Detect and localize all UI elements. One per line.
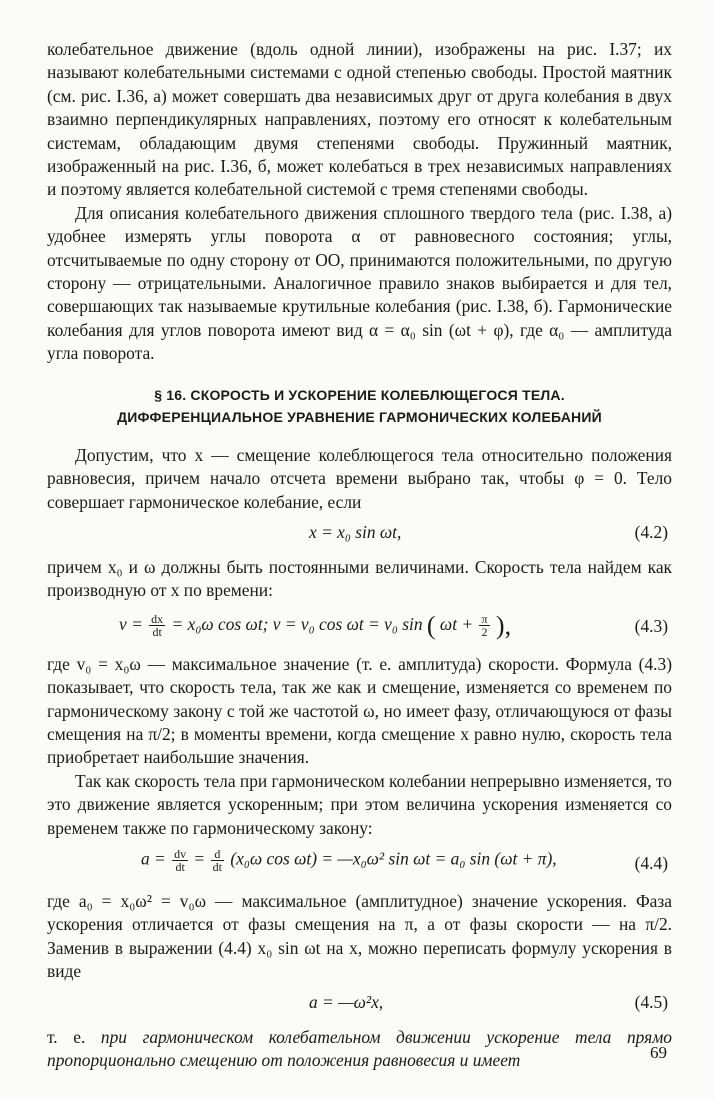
equation-4-3-formula	[119, 611, 511, 641]
eq44-rest: (x₀ω cos ωt) = —x₀ω² sin ωt = a₀ sin (ωt + π),	[230, 848, 557, 869]
eq43-fraction-pi-2	[479, 613, 489, 638]
paragraph-8-italic: при гармоническом колебательном движении ускорение тела прямо пропорционально смещению от положения равновесия и имеет	[47, 1026, 672, 1070]
paragraph-6: Так как скорость тела при гармоническом колебании непрерывно изменяется, то это движение является ускоренным; при этом величина ускорения изменяется со временем также по гармоническому закону:	[47, 770, 672, 838]
eq43-frac1-den: dt	[152, 625, 162, 640]
equation-4-4-formula	[141, 848, 557, 873]
eq44-fraction-d-dt	[211, 848, 224, 873]
heading-line-2: ДИФФЕРЕНЦИАЛЬНОЕ УРАВНЕНИЕ ГАРМОНИЧЕСКИХ КОЛЕБАНИЙ	[117, 408, 602, 425]
equation-4-2-formula: x = x₀ sin ωt,	[309, 521, 402, 542]
paragraph-4: причем x₀ и ω должны быть постоянными величинами. Скорость тела найдем как производную от x по времени:	[47, 556, 672, 601]
equation-4-3-number: (4.3)	[634, 615, 668, 636]
eq44-frac2-den: dt	[212, 859, 223, 874]
eq44-fraction-dv-dt	[172, 848, 188, 873]
equation-4-3	[47, 607, 672, 649]
equation-4-2-number: (4.2)	[634, 521, 668, 542]
page-content	[47, 38, 672, 1072]
equation-4-5-formula: a = —ω²x,	[309, 991, 384, 1012]
paragraph-1: колебательное движение (вдоль одной линии), изображены на рис. I.37; их называют колебательными системами с одной степенью свободы. Простой маятник (см. рис. I.36, а) может совершать два независимых друг от друга колебания в двух взаимно перпендикулярных направлениях, поэтому его относят к колебательным системам, обладающим двумя степенями свободы. Пружинный маятник, изображенный на рис. I.36, б, может колебаться в трех независимых направлениях и поэтому является колебательной системой с тремя степенями свободы.	[47, 39, 672, 200]
heading-line-1: § 16. СКОРОСТЬ И УСКОРЕНИЕ КОЛЕБЛЮЩЕГОСЯ ТЕЛА.	[154, 386, 565, 403]
paragraph-8	[47, 1026, 672, 1073]
paragraph-2: Для описания колебательного движения сплошного твердого тела (рис. I.38, а) удобнее измерять углы поворота α от равновесного состояния; углы, отсчитываемые по одну сторону от OO, принимаются положительными, по другую сторону — отрицательными. Аналогичное правило знаков выбирается и для тел, совершающих так называемые крутильные колебания (рис. I.38, б). Гармонические колебания для углов поворота имеют вид α = α₀ sin (ωt + φ), где α₀ — амплитуда угла поворота.	[47, 202, 672, 364]
equation-4-4	[47, 844, 672, 886]
paragraph-3: Допустим, что x — смещение колеблющегося тела относительно положения равновесия, причем начало отсчета времени выбрано так, чтобы φ = 0. Тело совершает гармоническое колебание, если	[47, 444, 672, 512]
eq44-frac1-num: dv	[174, 846, 187, 861]
eq43-fraction-dx-dt	[149, 613, 165, 638]
paragraph-8-prefix: т. е.	[47, 1026, 101, 1047]
eq43-mid: = x₀ω cos ωt; v = v₀ cos ωt = v₀ sin	[171, 613, 423, 634]
eq43-lhs: v =	[119, 613, 143, 634]
eq43-paren-close: ),	[495, 610, 512, 640]
eq44-lhs: a =	[141, 848, 166, 869]
eq43-inner: ωt +	[439, 613, 474, 634]
equation-4-5-number: (4.5)	[634, 991, 668, 1012]
eq44-equals: =	[194, 848, 205, 869]
eq44-frac2-num: d	[211, 848, 224, 861]
eq43-paren-open: (	[426, 610, 436, 640]
page-number: 69	[650, 1043, 667, 1062]
equation-4-5	[47, 988, 672, 1022]
paragraph-5: где v₀ = x₀ω — максимальное значение (т. е. амплитуда) скорости. Формула (4.3) показывает, что скорость тела, так же как и смещение, изменяется со временем по гармоническому закону с той же частотой ω, но имеет фазу, отличающуюся от фазы смещения на π/2; в моменты времени, когда смещение x равно нулю, скорость тела приобретает наибольшие значения.	[47, 653, 672, 768]
paragraph-7: где a₀ = x₀ω² = v₀ω — максимальное (амплитудное) значение ускорения. Фаза ускорения отличается от фазы смещения на π, а от фазы скорости — на π/2. Заменив в выражении (4.4) x₀ sin ωt на x, можно переписать формулу ускорения в виде	[47, 890, 672, 982]
eq44-frac1-den: dt	[175, 859, 185, 874]
equation-4-4-number: (4.4)	[634, 852, 668, 873]
equation-4-2	[47, 518, 672, 552]
eq43-frac1-num: dx	[151, 612, 164, 627]
section-heading	[47, 384, 672, 428]
eq43-frac2-den: 2	[481, 625, 488, 640]
eq43-frac2-num: π	[481, 612, 488, 627]
